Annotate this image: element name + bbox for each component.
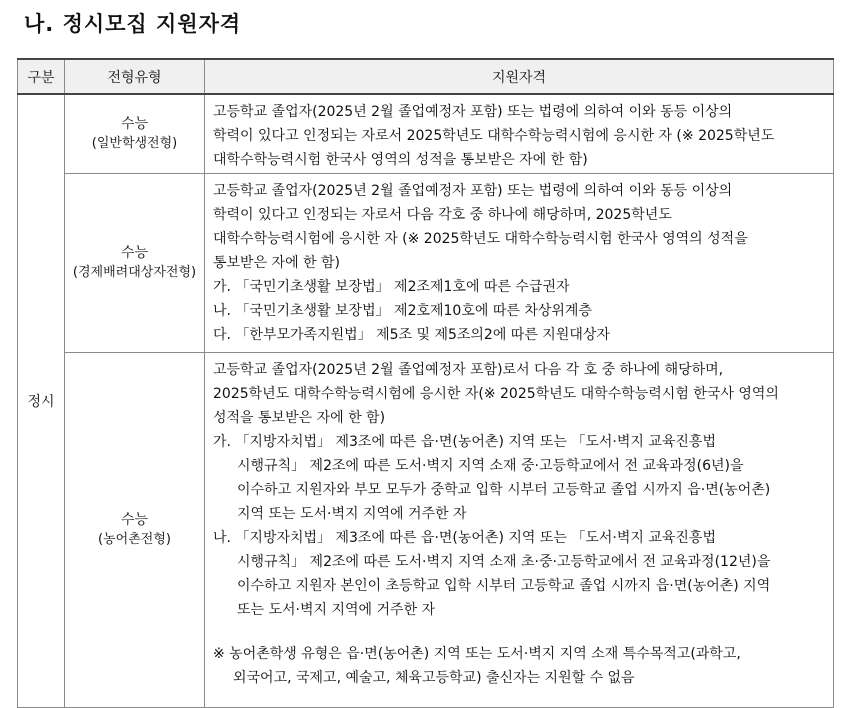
qualification-line: 고등학교 졸업자(2025년 2월 졸업예정자 포함) 또는 법령에 의하여 이와 동등 이상의 (213, 182, 733, 199)
qualification-item-a-cont: 시행규칙」 제2조에 따른 도서·벽지 지역 소재 중·고등학교에서 전 교육과정(6년)을 (237, 457, 744, 474)
header-qualification: 지원자격 (205, 59, 834, 94)
qualification-note-cont: 외국어고, 국제고, 예술고, 체육고등학교) 출신자는 지원할 수 없음 (233, 669, 635, 686)
type-name: 수능 (120, 115, 149, 132)
type-detail: (경제배려대상자전형) (72, 264, 197, 280)
qualification-line: 학력이 있다고 인정되는 자로서 다음 각호 중 하나에 해당하며, 2025학년도 (213, 206, 672, 223)
qualification-item: 가. 「국민기초생활 보장법」 제2조제1호에 따른 수급권자 (213, 278, 570, 295)
type-cell (65, 94, 205, 173)
section-title: 나. 정시모집 지원자격 (24, 12, 242, 36)
type-name: 수능 (120, 511, 149, 528)
type-cell (65, 173, 205, 352)
qualification-line: 고등학교 졸업자(2025년 2월 졸업예정자 포함) 또는 법령에 의하여 이와 동등 이상의 (213, 104, 733, 120)
qualification-note: ※ 농어촌학생 유형은 읍·면(농어촌) 지역 또는 도서·벽지 지역 소재 특수목적고(과학고, (213, 645, 741, 662)
qualification-line: 대학수학능력시험에 응시한 자 (※ 2025학년도 대학수학능력시험 한국사 영역의 성적을 (213, 230, 748, 247)
qualification-cell (205, 352, 834, 707)
qualification-item-a: 가. 「지방자치법」 제3조에 따른 읍·면(농어촌) 지역 또는 「도서·벽지 교육진흥법 (213, 433, 716, 450)
qualification-item-b-cont: 시행규칙」 제2조에 따른 도서·벽지 지역 소재 초·중·고등학교에서 전 교육과정(12년)을 (237, 553, 771, 570)
qualification-line: 성적을 통보받은 자에 한 함) (213, 409, 386, 426)
spacer (213, 622, 825, 642)
type-cell (65, 352, 205, 707)
qualification-item-b-cont: 또는 도서·벽지 지역에 거주한 자 (237, 601, 436, 618)
table-row (18, 94, 834, 173)
admission-qualification-table (17, 58, 834, 708)
qualification-item-b-cont: 이수하고 지원자 본인이 초등학교 입학 시부터 고등학교 졸업 시까지 읍·면(농어촌) 지역 (237, 577, 771, 594)
type-detail: (일반학생전형) (91, 135, 178, 151)
qualification-cell (205, 173, 834, 352)
table-row (18, 173, 834, 352)
header-type: 전형유형 (65, 59, 205, 94)
qualification-line: 2025학년도 대학수학능력시험에 응시한 자(※ 2025학년도 대학수학능력시험 한국사 영역의 (213, 385, 779, 402)
qualification-line: 고등학교 졸업자(2025년 2월 졸업예정자 포함)로서 다음 각 호 중 하나에 해당하며, (213, 361, 724, 378)
table-header-row (18, 59, 834, 94)
qualification-cell (205, 94, 834, 173)
group-cell: 정시 (18, 94, 65, 707)
type-detail: (농어촌전형) (98, 531, 171, 547)
qualification-item-b: 나. 「지방자치법」 제3조에 따른 읍·면(농어촌) 지역 또는 「도서·벽지 교육진흥법 (213, 529, 716, 546)
qualification-line: 학력이 있다고 인정되는 자로서 2025학년도 대학수학능력시험에 응시한 자 (※ 2025학년도 (213, 128, 775, 144)
header-group: 구분 (18, 59, 65, 94)
qualification-line: 통보받은 자에 한 함) (213, 254, 341, 271)
table-row (18, 352, 834, 707)
qualification-item: 나. 「국민기초생활 보장법」 제2호제10호에 따른 차상위계층 (213, 302, 592, 319)
qualification-line: 대학수학능력시험 한국사 영역의 성적을 통보받은 자에 한 함) (213, 152, 588, 168)
type-name: 수능 (120, 244, 149, 261)
qualification-item: 다. 「한부모가족지원법」 제5조 및 제5조의2에 따른 지원대상자 (213, 326, 610, 343)
qualification-item-a-cont: 이수하고 지원자와 부모 모두가 중학교 입학 시부터 고등학교 졸업 시까지 읍·면(농어촌) (237, 481, 771, 498)
qualification-item-a-cont: 지역 또는 도서·벽지 지역에 거주한 자 (237, 505, 467, 522)
